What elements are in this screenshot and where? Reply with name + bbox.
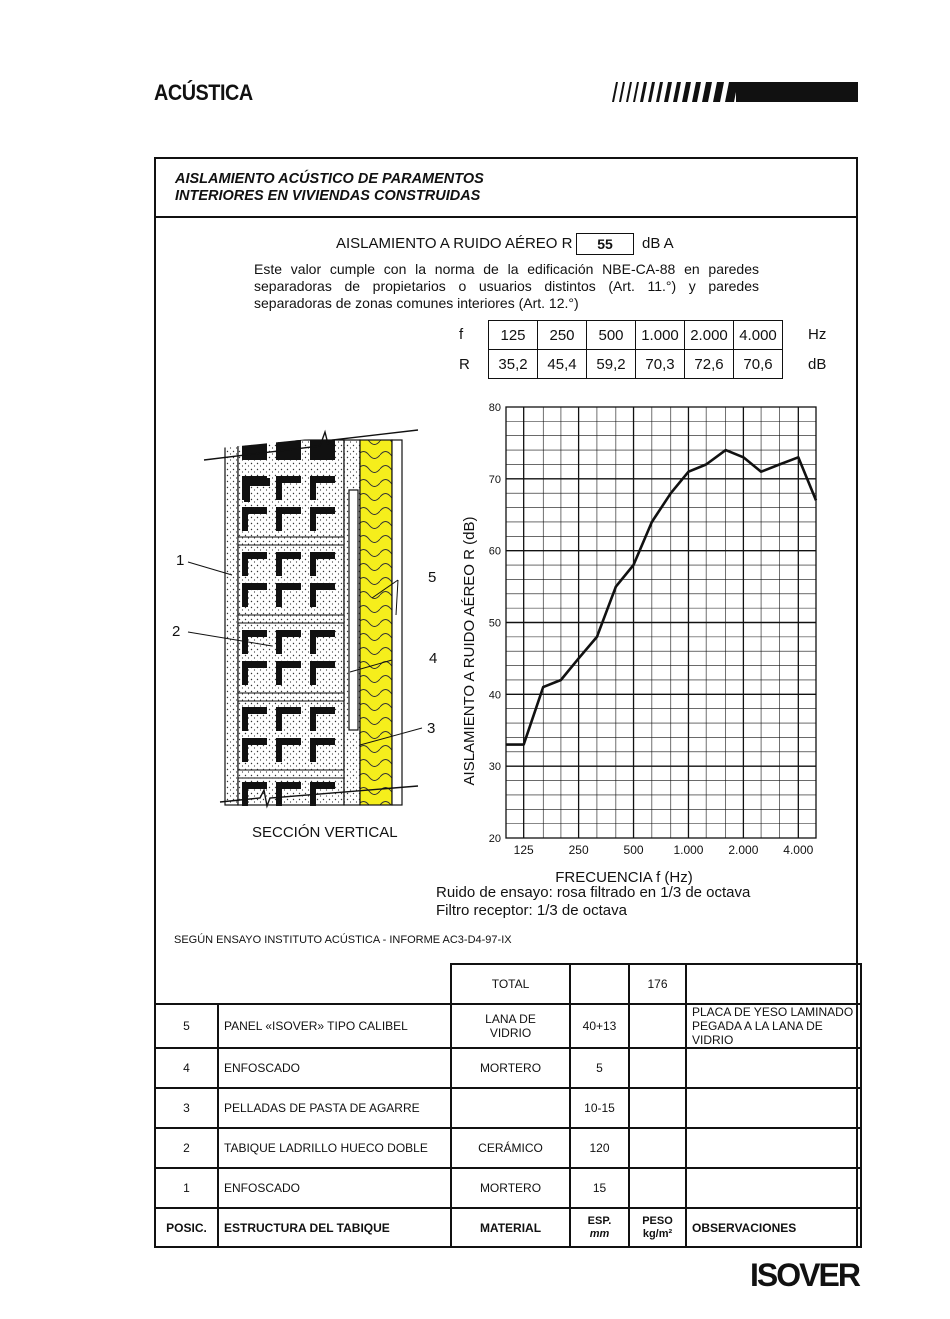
layer-material <box>451 1088 570 1128</box>
layer-weight <box>629 1088 686 1128</box>
diagram-label-5: 5 <box>428 569 437 586</box>
r-cell: 59,2 <box>587 350 636 379</box>
r-row-label: R <box>459 356 470 373</box>
layer-position: 5 <box>155 1004 218 1048</box>
layer-thickness: 10-15 <box>570 1088 629 1128</box>
header-material: MATERIAL <box>451 1208 570 1247</box>
insulation-value-box: 55 <box>576 233 634 255</box>
r-cell: 70,6 <box>734 350 783 379</box>
page-section-title: ACÚSTICA <box>154 80 253 105</box>
layer-position: 3 <box>155 1088 218 1128</box>
chart-y-tick-label: 60 <box>488 545 501 558</box>
chart-y-tick-label: 30 <box>488 761 501 774</box>
chart-y-axis-label: AISLAMIENTO A RUIDO AÉREO R (dB) <box>461 516 478 786</box>
layer-weight <box>629 1004 686 1048</box>
compliance-text-line-2: separadoras de propietarios o usuarios distintos (Art. 11.°) y paredes <box>254 278 759 294</box>
freq-cell: 500 <box>587 321 636 350</box>
source-note: SEGÚN ENSAYO INSTITUTO ACÚSTICA - INFORME AC3-D4-97-IX <box>174 934 512 946</box>
layer-structure: ENFOSCADO <box>218 1048 451 1088</box>
r-cell: 72,6 <box>685 350 734 379</box>
freq-unit: Hz <box>808 326 827 343</box>
table-row <box>155 1088 861 1128</box>
layer-material: MORTERO <box>451 1048 570 1088</box>
layer-material: MORTERO <box>451 1168 570 1208</box>
chart-y-tick-label: 20 <box>488 833 501 845</box>
freq-cell: 1.000 <box>636 321 685 350</box>
diagram-label-2: 2 <box>172 623 181 640</box>
chart-series-line <box>506 450 816 744</box>
sheet-title-line-2: INTERIORES EN VIVIENDAS CONSTRUIDAS <box>175 188 481 204</box>
total-row <box>155 964 861 1004</box>
diagram-caption: SECCIÓN VERTICAL <box>252 824 398 841</box>
freq-cell: 4.000 <box>734 321 783 350</box>
layer-position: 2 <box>155 1128 218 1168</box>
freq-row <box>489 321 783 350</box>
layer-weight <box>629 1048 686 1088</box>
total-label: TOTAL <box>451 964 570 1004</box>
layer-observations <box>686 1048 861 1088</box>
receiver-filter-note: Filtro receptor: 1/3 de octava <box>436 902 627 919</box>
layer-structure: PANEL «ISOVER» TIPO CALIBEL <box>218 1004 451 1048</box>
layer-position: 4 <box>155 1048 218 1088</box>
compliance-text-line-1: Este valor cumple con la norma de la edificación NBE-CA-88 en paredes <box>254 261 759 277</box>
layer-thickness: 120 <box>570 1128 629 1168</box>
header-observations: OBSERVACIONES <box>686 1208 861 1247</box>
r-cell: 35,2 <box>489 350 538 379</box>
header-thickness: ESP. mm <box>570 1208 629 1247</box>
chart-x-tick-label: 4.000 <box>783 843 814 857</box>
chart-y-tick-label: 80 <box>488 402 501 414</box>
freq-cell: 125 <box>489 321 538 350</box>
chart-y-tick-label: 40 <box>488 689 501 702</box>
chart-y-tick-label: 50 <box>488 617 501 630</box>
chart-grid <box>506 407 816 838</box>
layer-structure: PELLADAS DE PASTA DE AGARRE <box>218 1088 451 1128</box>
sheet-title-line-1: AISLAMIENTO ACÚSTICO DE PARAMENTOS <box>175 171 484 187</box>
r-unit: dB <box>808 356 827 373</box>
title-separator <box>154 216 858 218</box>
layer-thickness: 40+13 <box>570 1004 629 1048</box>
svg-text:ISOVER: ISOVER <box>750 1258 859 1292</box>
test-noise-note: Ruido de ensayo: rosa filtrado en 1/3 de octava <box>436 884 751 901</box>
layer-observations <box>686 1168 861 1208</box>
layer-position: 1 <box>155 1168 218 1208</box>
header-weight: PESO kg/m² <box>629 1208 686 1247</box>
frequency-table <box>488 320 783 379</box>
insulation-label: AISLAMIENTO A RUIDO AÉREO R <box>336 235 573 252</box>
diagram-label-3: 3 <box>427 720 436 737</box>
diagram-label-1: 1 <box>176 552 185 569</box>
freq-cell: 250 <box>538 321 587 350</box>
wall-section-diagram <box>160 420 445 815</box>
chart-x-tick-label: 500 <box>623 843 644 857</box>
layer-observations <box>686 1088 861 1128</box>
layer-material: CERÁMICO <box>451 1128 570 1168</box>
table-header-row <box>155 1208 861 1247</box>
layer-structure: TABIQUE LADRILLO HUECO DOBLE <box>218 1128 451 1168</box>
compliance-text-line-3: separadoras de zonas comunes interiores (Art. 12.°) <box>254 295 579 311</box>
freq-cell: 2.000 <box>685 321 734 350</box>
layer-observations: PLACA DE YESO LAMINADO PEGADA A LA LANA DE VIDRIO <box>686 1004 861 1048</box>
layer-observations <box>686 1128 861 1168</box>
header-stripe-bar <box>612 82 858 102</box>
wall-layers-table <box>154 963 862 1248</box>
chart-x-axis-label: FRECUENCIA f (Hz) <box>555 869 693 885</box>
layer-weight <box>629 1128 686 1168</box>
chart-series <box>506 450 816 744</box>
chart-x-tick-label: 2.000 <box>728 843 759 857</box>
insulation-chart <box>440 395 840 885</box>
isover-logo <box>750 1258 880 1292</box>
layer-weight <box>629 1168 686 1208</box>
r-cell: 70,3 <box>636 350 685 379</box>
layer-thickness: 15 <box>570 1168 629 1208</box>
chart-y-tick-label: 70 <box>488 473 501 486</box>
table-row <box>155 1048 861 1088</box>
chart-x-tick-label: 125 <box>513 843 534 857</box>
table-row <box>155 1128 861 1168</box>
chart-x-ticks <box>514 843 814 857</box>
r-row <box>489 350 783 379</box>
insulation-unit: dB A <box>642 235 674 252</box>
table-row <box>155 1004 861 1048</box>
r-cell: 45,4 <box>538 350 587 379</box>
layer-thickness: 5 <box>570 1048 629 1088</box>
layer-structure: ENFOSCADO <box>218 1168 451 1208</box>
chart-x-tick-label: 1.000 <box>673 843 704 857</box>
header-position: POSIC. <box>155 1208 218 1247</box>
diagram-label-4: 4 <box>429 650 438 667</box>
layer-material: LANA DE VIDRIO <box>451 1004 570 1048</box>
header-structure: ESTRUCTURA DEL TABIQUE <box>218 1208 451 1247</box>
chart-y-ticks <box>489 402 501 845</box>
chart-x-tick-label: 250 <box>568 843 589 857</box>
freq-row-label: f <box>459 326 464 343</box>
total-weight: 176 <box>629 964 686 1004</box>
table-row <box>155 1168 861 1208</box>
